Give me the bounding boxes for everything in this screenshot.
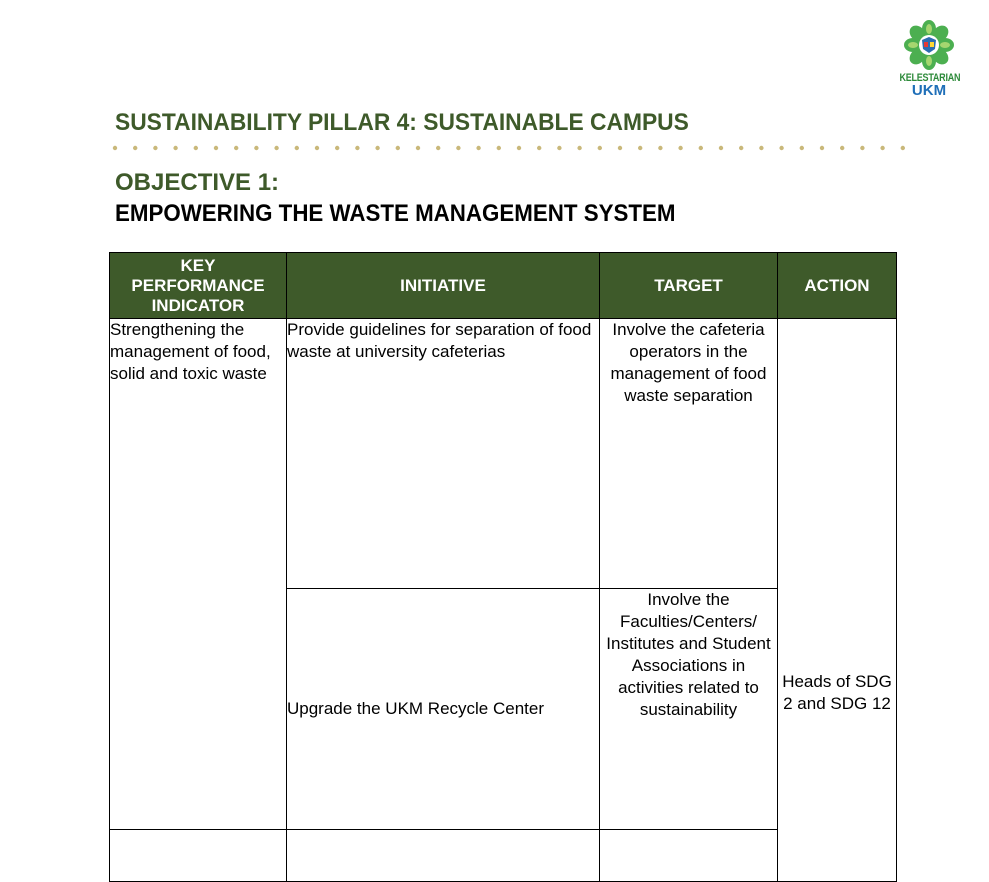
pillar-title: SUSTAINABILITY PILLAR 4: SUSTAINABLE CAMPUS [115, 109, 689, 136]
header-action: ACTION [778, 253, 897, 319]
divider-dot [113, 146, 117, 150]
kelestarian-ukm-logo [893, 18, 965, 102]
empty-cell [600, 829, 778, 881]
divider-dot [699, 146, 703, 150]
divider-dot [618, 146, 622, 150]
logo-text-ukm: UKM [911, 82, 947, 99]
header-target: TARGET [600, 253, 778, 319]
divider-dot [759, 146, 763, 150]
divider-dot [214, 146, 218, 150]
divider-dot [497, 146, 501, 150]
divider-dot [880, 146, 884, 150]
divider-dot [173, 146, 177, 150]
dotted-divider [112, 141, 922, 155]
initiative-cell: Upgrade the UKM Recycle Center [287, 588, 600, 829]
divider-dot [295, 146, 299, 150]
divider-dot [335, 146, 339, 150]
target-cell: Involve the Faculties/Centers/ Institutes and Student Associations in activities related to sustainability [600, 588, 778, 829]
divider-dot [153, 146, 157, 150]
divider-dot [436, 146, 440, 150]
table-header-row [110, 253, 897, 319]
divider-dot [355, 146, 359, 150]
divider-dot [396, 146, 400, 150]
divider-dot [476, 146, 480, 150]
empty-cell [287, 829, 600, 881]
divider-dot [375, 146, 379, 150]
divider-dot [678, 146, 682, 150]
divider-dot [840, 146, 844, 150]
table-row [110, 319, 897, 589]
logo-text-kelestarian: KELESTARIAN [899, 72, 961, 84]
divider-dot [719, 146, 723, 150]
action-cell: Heads of SDG 2 and SDG 12 [778, 319, 897, 882]
kpi-cell: Strengthening the management of food, solid and toxic waste [110, 319, 287, 830]
empty-cell [110, 829, 287, 881]
divider-dot [456, 146, 460, 150]
divider-dot [234, 146, 238, 150]
divider-dot [658, 146, 662, 150]
header-initiative: INITIATIVE [287, 253, 600, 319]
divider-dot [598, 146, 602, 150]
divider-dot [274, 146, 278, 150]
target-cell: Involve the cafeteria operators in the management of food waste separation [600, 319, 778, 589]
divider-dot [901, 146, 905, 150]
divider-dot [577, 146, 581, 150]
divider-dot [860, 146, 864, 150]
divider-dot [194, 146, 198, 150]
initiative-cell: Provide guidelines for separation of food waste at university cafeterias [287, 319, 600, 589]
objective-label: OBJECTIVE 1: [115, 169, 280, 196]
divider-dot [416, 146, 420, 150]
divider-dot [820, 146, 824, 150]
divider-dot [517, 146, 521, 150]
divider-dot [638, 146, 642, 150]
divider-dot [537, 146, 541, 150]
divider-dot [254, 146, 258, 150]
objectives-table [109, 252, 897, 882]
divider-dot [800, 146, 804, 150]
divider-dot [315, 146, 319, 150]
divider-dot [739, 146, 743, 150]
divider-dot [133, 146, 137, 150]
objective-title: EMPOWERING THE WASTE MANAGEMENT SYSTEM [115, 200, 676, 227]
divider-dot [557, 146, 561, 150]
flower-emblem-icon [901, 18, 957, 72]
divider-dot [779, 146, 783, 150]
header-kpi: KEY PERFORMANCE INDICATOR [110, 253, 287, 319]
